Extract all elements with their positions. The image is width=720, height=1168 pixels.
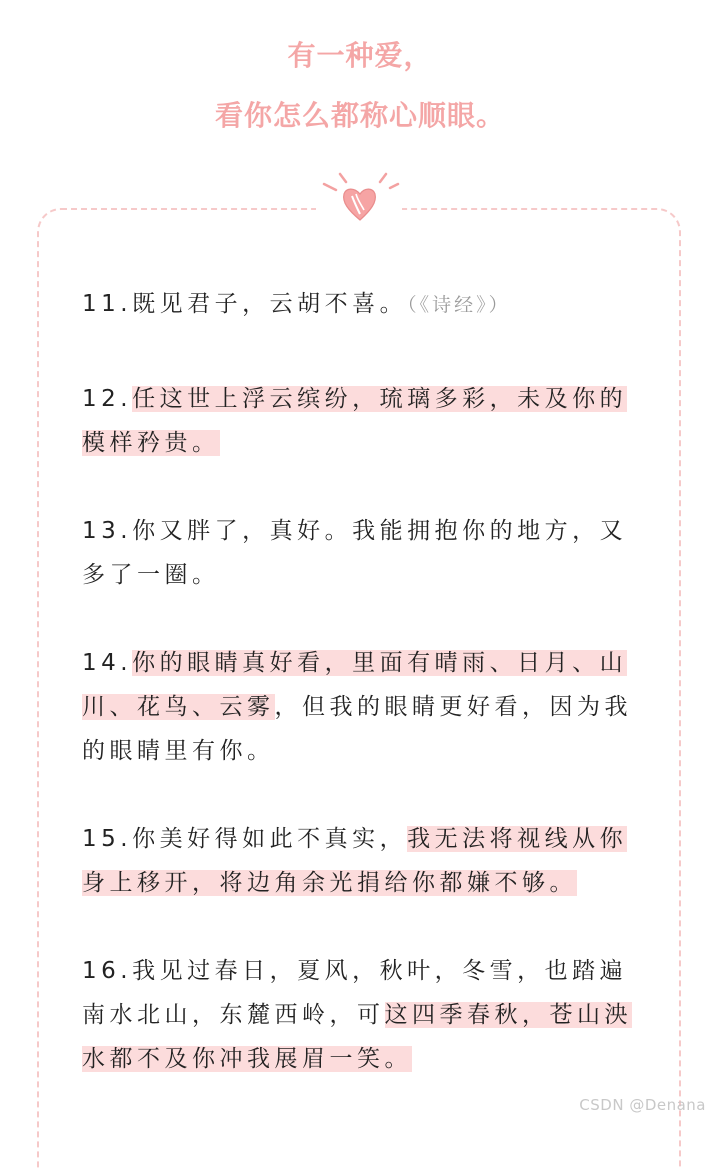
title-line-2: 看你怎么都称心顺眼。 [214, 99, 505, 132]
list-item: 16.我见过春日，夏风，秋叶，冬雪，也踏遍南水北山，东麓西岭，可这四季春秋，苍山泱水都不及你冲我展眉一笑。 [82, 958, 632, 1072]
list-item: 12.任这世上浮云缤纷，琉璃多彩，未及你的模样矜贵。 [82, 386, 628, 456]
heart-icon [318, 162, 402, 224]
quote-list [82, 282, 642, 1125]
list-item: 15.你美好得如此不真实，我无法将视线从你身上移开，将边角余光捐给你都嫌不够。 [82, 826, 628, 896]
highlighted-text: 这四季春秋，苍山泱水都不及你冲我展眉一笑。 [82, 1002, 632, 1072]
highlighted-text: 任这世上浮云缤纷，琉璃多彩，未及你的模样矜贵。 [82, 386, 628, 456]
list-item: 13.你又胖了，真好。我能拥抱你的地方，又多了一圈。 [82, 518, 628, 588]
highlighted-text: 你的眼睛真好看，里面有晴雨、日月、山川、花鸟、云雾 [82, 650, 628, 720]
list-item: 14.你的眼睛真好看，里面有晴雨、日月、山川、花鸟、云雾，但我的眼睛更好看，因为我的眼睛里有你。 [82, 650, 632, 764]
source-note: （《诗经》） [407, 294, 511, 316]
title-line-1: 有一种爱， [287, 39, 433, 72]
highlighted-text: 我无法将视线从你身上移开，将边角余光捐给你都嫌不够。 [82, 826, 628, 896]
watermark: CSDN @Denana [579, 1096, 706, 1114]
list-item: 11.既见君子，云胡不喜。（《诗经》） [82, 291, 511, 317]
